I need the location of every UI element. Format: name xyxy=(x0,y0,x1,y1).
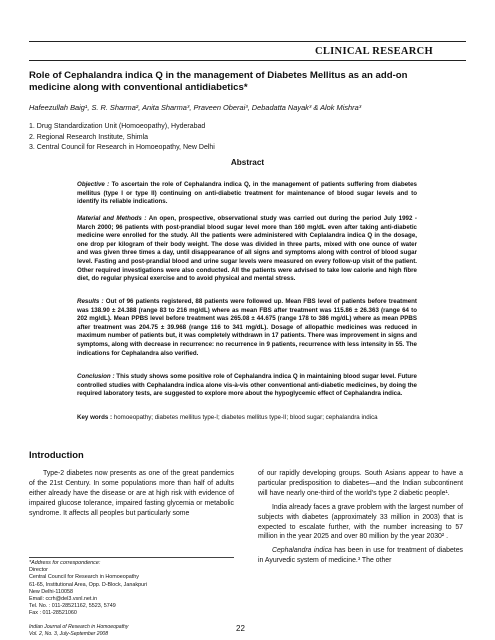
intro-text: has been in use for treatment of diabetes in Ayurvedic system of medicine.³ The other xyxy=(258,547,463,565)
abstract-conclusion xyxy=(77,373,417,399)
abstract-objective xyxy=(77,181,417,207)
results-text: Out of 96 patients registered, 88 patients were followed up. Mean FBS level of patients before treatment was 138.90 ± 24.388 (range 83 to 216 mg/dL) where as mean FBS after treatment was 115.86 ± 26.363 (range 64 to 202 mg/dL). Mean PPBS level before treatment was 265.08 ± 44.675 (range 178 to 386 mg/dL) where as mean PPBS after treatment was 204.75 ± 39.968 (range 116 to 341 mg/dL). Dosage of allopathic medicines was reduced in maximum number of patients but, it was completely withdrawn in 17 patients. There was improvement in signs and symptoms, along with decrease in recurrence: no recurrence in 9 patients, recurrence with less intensity in 55. The indications for Cephalandra also verified. xyxy=(77,298,417,357)
footnote-line: Email: ccrh@del3.vsnl.net.in xyxy=(29,596,98,603)
results-label: Results : xyxy=(77,298,104,305)
introduction-heading: Introduction xyxy=(29,449,84,460)
intro-paragraph: India already faces a grave problem with the largest number of subjects with diabetes (approximately 33 million in 2003) that is expected to escalate further, with the number increasing to 57 million in the year 2025 and over 80 million by the year 2030² . xyxy=(258,503,463,541)
author-list: Hafeezullah Baig¹, S. R. Sharma², Anita Sharma³, Praveen Oberai³, Debadatta Nayak³ & Alok Mishra³ xyxy=(29,103,362,112)
footnote-line: Director xyxy=(29,567,48,574)
abstract-results xyxy=(77,298,417,358)
header-top-rule xyxy=(29,41,466,42)
running-footer xyxy=(29,624,128,637)
intro-paragraph xyxy=(258,546,463,566)
affiliation-item: 3. Central Council for Research in Homoeopathy, New Delhi xyxy=(29,144,215,151)
objective-label: Objective : xyxy=(77,181,110,188)
footnote-line: 61-65, Institutional Area, Opp. D-Block, Janakpuri xyxy=(29,581,148,588)
header-rule xyxy=(29,60,466,61)
keywords-label: Key words : xyxy=(77,414,113,421)
section-heading: CLINICAL RESEARCH xyxy=(314,46,433,57)
objective-text: To ascertain the role of Cephalandra indica Q, in the management of patients suffering from diabetes mellitus (type I or type II) continuing on anti-diabetic treatment for maintenance of blood sugar levels and to identify its reliable indications. xyxy=(77,181,417,206)
methods-text: An open, prospective, observational study was carried out during the period July 1992 - March 2000; 96 patients with post-prandial blood sugar level more than 160 mg/dL even after taking anti-diabetic medicine were enrolled for the study. All the patients were administered with Ceplalandra indica Q in the dosage, one drop per kilogram of their body weight. The dose was divided in three parts, mixed with one ounce of water and was given three times a day, until disappearance of all signs and symptoms along with control of blood sugar level. Fasting and post-prandial blood and urine sugar levels were measured on every follow-up visit of the patient. Other required investigations were also conducted. All the patients were advised to take low calorie and high fibre diet, do regular physical exercise and to avoid physical and mental stress. xyxy=(77,215,417,283)
abstract-methods xyxy=(77,215,417,284)
correspondence-footnote xyxy=(29,560,234,618)
abstract-heading: Abstract xyxy=(230,158,265,167)
drug-name: Cephalandra indica xyxy=(272,547,332,555)
footnote-heading: *Address for correspondence: xyxy=(29,560,101,566)
affiliation-item: 2. Regional Research Institute, Shimla xyxy=(29,133,149,141)
footnote-line: Tel. No. : 011-28521162, 5523, 5749 xyxy=(29,603,116,610)
keywords-text: homoeopathy; diabetes mellitus type-I; diabetes mellitus type-II; blood sugar; cephalandra indica xyxy=(112,414,378,421)
footnote-rule xyxy=(29,557,234,558)
abstract-keywords xyxy=(77,414,417,423)
footnote-line: Central Council for Research in Homoeopathy xyxy=(29,574,139,581)
conclusion-text: This study shows some positive role of Cephalandra indica Q in maintaining blood sugar level. Future controlled studies with Cephalandra indica alone vis-à-vis other conventional anti-diabetic medicines, by doing the required laboratory tests, are suggested to explore more about the hypoglycemic effect of Cephalandra indica. xyxy=(77,373,417,398)
left-column xyxy=(29,469,234,523)
right-column xyxy=(258,469,463,570)
intro-paragraph: Type-2 diabetes now presents as one of the great pandemics of the 21st Century. In some populations more than half of adults either already have the disease or are at high risk with evidence of impaired glucose tolerance, impaired fasting glycemia or metabolic syndrome. It affects all peoples but particularly some xyxy=(29,470,234,517)
page-number: 22 xyxy=(236,624,245,633)
footnote-line: New Delhi-110058 xyxy=(29,588,73,595)
conclusion-label: Conclusion : xyxy=(77,373,115,380)
methods-label: Material and Methods : xyxy=(77,215,147,222)
journal-volume: Vol. 2, No. 3, July-September 2008 xyxy=(29,630,109,637)
affiliation-item: 1. Drug Standardization Unit (Homoeopathy), Hyderabad xyxy=(29,123,206,130)
affiliation-list xyxy=(29,122,449,154)
article-title: Role of Cephalandra indica Q in the management of Diabetes Mellitus as an add-on medicine along with conventional antidiabetics* xyxy=(29,70,408,93)
journal-name: Indian Journal of Research in Homoeopathy xyxy=(29,624,129,630)
intro-paragraph: of our rapidly developing groups. South Asians appear to have a particular predisposition to diabetes—and the Indian subcontinent will have nearly one-third of the world's type 2 diabetic people¹. xyxy=(258,470,463,497)
footnote-line: Fax : 011-28521060 xyxy=(29,610,77,617)
